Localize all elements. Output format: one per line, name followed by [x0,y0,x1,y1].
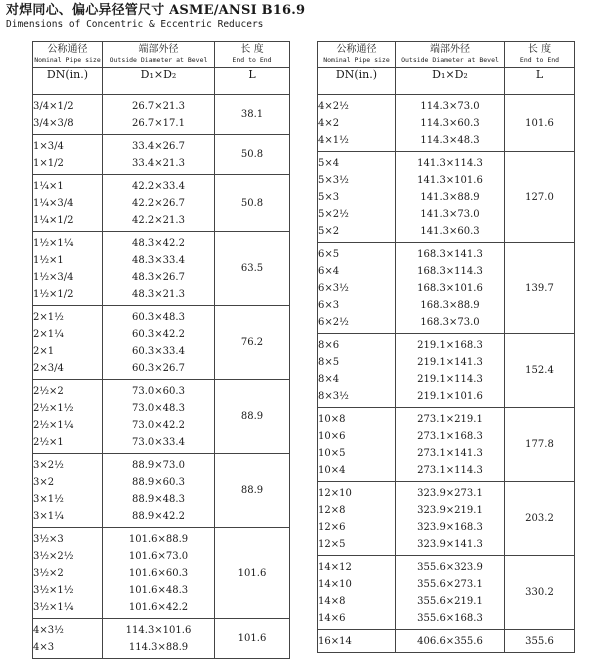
outside-diameter-cell [103,380,215,454]
table-row [318,152,575,243]
nominal-size-cell [33,135,103,175]
outside-diameter-value: 101.6×42.2 [128,601,189,613]
col-header-nominal-size: 公称通径 Nominal Pipe size DN(in.) [318,42,396,95]
outside-diameter-value: 73.0×33.4 [132,436,185,448]
outside-diameter-value: 323.9×168.3 [417,521,483,533]
outside-diameter-cell [103,135,215,175]
nominal-size-value: 1½×1/2 [33,288,74,300]
nominal-size-value: 8×5 [318,356,340,368]
end-to-end-length: 88.9 [215,380,290,454]
outside-diameter-value: 101.6×60.3 [128,567,189,579]
outside-diameter-value: 33.4×26.7 [132,140,185,152]
end-to-end-length: 63.5 [215,232,290,306]
outside-diameter-value: 101.6×73.0 [128,550,189,562]
nominal-size-value: 8×6 [318,339,340,351]
nominal-size-value: 2½×1 [33,436,64,448]
end-to-end-length: 50.8 [215,175,290,232]
nominal-size-cell [318,334,396,408]
table-row [33,232,290,306]
nominal-size-value: 2×1½ [33,311,64,323]
outside-diameter-value: 26.7×17.1 [132,117,185,129]
nominal-size-value: 1¼×1 [33,180,64,192]
nominal-size-value: 1×1/2 [33,157,64,169]
nominal-size-cell [318,482,396,556]
nominal-size-value: 10×4 [318,464,346,476]
nominal-size-value: 2×3/4 [33,362,64,374]
nominal-size-cell [33,454,103,528]
outside-diameter-value: 406.6×355.6 [417,635,483,647]
outside-diameter-cell [396,152,505,243]
outside-diameter-value: 141.3×60.3 [420,225,480,237]
table-row [318,556,575,630]
nominal-size-value: 8×3½ [318,390,349,402]
outside-diameter-cell [103,619,215,659]
outside-diameter-value: 168.3×141.3 [417,248,483,260]
nominal-size-value: 1¼×3/4 [33,197,74,209]
table-row [318,243,575,334]
outside-diameter-value: 88.9×73.0 [132,459,185,471]
nominal-size-value: 1½×1¼ [33,237,74,249]
end-to-end-length: 177.8 [505,408,575,482]
nominal-size-value: 12×10 [318,487,352,499]
outside-diameter-value: 323.9×141.3 [417,538,483,550]
outside-diameter-value: 88.9×60.3 [132,476,185,488]
nominal-size-value: 3/4×1/2 [33,100,74,112]
nominal-size-value: 10×6 [318,430,346,442]
outside-diameter-value: 168.3×101.6 [417,282,483,294]
outside-diameter-value: 42.2×26.7 [132,197,185,209]
outside-diameter-value: 141.3×114.3 [417,157,483,169]
table-row [33,135,290,175]
nominal-size-cell [33,528,103,619]
end-to-end-length: 76.2 [215,306,290,380]
nominal-size-value: 1½×1 [33,254,64,266]
nominal-size-cell [33,306,103,380]
nominal-size-value: 4×2½ [318,100,349,112]
end-to-end-length: 127.0 [505,152,575,243]
outside-diameter-value: 219.1×141.3 [417,356,483,368]
end-to-end-length: 203.2 [505,482,575,556]
table-row [318,630,575,653]
outside-diameter-cell [103,454,215,528]
nominal-size-value: 6×2½ [318,316,349,328]
outside-diameter-value: 168.3×73.0 [420,316,480,328]
document-subtitle: Dimensions of Concentric & Eccentric Reducers [6,19,264,30]
end-to-end-length: 139.7 [505,243,575,334]
outside-diameter-value: 168.3×114.3 [417,265,483,277]
outside-diameter-value: 273.1×114.3 [417,464,483,476]
outside-diameter-cell [103,306,215,380]
outside-diameter-value: 33.4×21.3 [132,157,185,169]
outside-diameter-value: 73.0×48.3 [132,402,185,414]
nominal-size-value: 4×3½ [33,624,64,636]
nominal-size-value: 3½×3 [33,533,64,545]
outside-diameter-value: 168.3×88.9 [420,299,480,311]
outside-diameter-value: 88.9×42.2 [132,510,185,522]
nominal-size-value: 5×2½ [318,208,349,220]
outside-diameter-value: 323.9×219.1 [417,504,483,516]
outside-diameter-value: 114.3×48.3 [420,134,480,146]
outside-diameter-cell [396,408,505,482]
outside-diameter-value: 323.9×273.1 [417,487,483,499]
nominal-size-cell [318,408,396,482]
outside-diameter-value: 355.6×219.1 [417,595,483,607]
end-to-end-length: 101.6 [505,95,575,152]
outside-diameter-cell [103,95,215,135]
outside-diameter-value: 219.1×114.3 [417,373,483,385]
nominal-size-value: 8×4 [318,373,340,385]
nominal-size-value: 1½×3/4 [33,271,74,283]
outside-diameter-value: 42.2×33.4 [132,180,185,192]
nominal-size-value: 2½×1½ [33,402,74,414]
nominal-size-cell [318,152,396,243]
col-header-outside-diameter: 端部外径 Outside Diameter at Bevel D₁×D₂ [103,42,215,95]
end-to-end-length: 101.6 [215,619,290,659]
nominal-size-value: 2½×1¼ [33,419,74,431]
outside-diameter-cell [396,482,505,556]
nominal-size-value: 12×5 [318,538,346,550]
outside-diameter-value: 48.3×42.2 [132,237,185,249]
nominal-size-value: 3×2 [33,476,55,488]
nominal-size-value: 3½×2 [33,567,64,579]
nominal-size-value: 10×8 [318,413,346,425]
outside-diameter-value: 48.3×26.7 [132,271,185,283]
table-row [33,306,290,380]
end-to-end-length: 330.2 [505,556,575,630]
table-row [33,454,290,528]
nominal-size-value: 12×8 [318,504,346,516]
nominal-size-cell [318,95,396,152]
nominal-size-value: 4×2 [318,117,340,129]
nominal-size-value: 3½×1½ [33,584,74,596]
nominal-size-value: 14×10 [318,578,352,590]
nominal-size-value: 3×1¼ [33,510,64,522]
end-to-end-length: 101.6 [215,528,290,619]
nominal-size-value: 5×2 [318,225,340,237]
document-title: 对焊同心、偏心异径管尺寸 ASME/ANSI B16.9 [6,3,306,18]
table-row [33,175,290,232]
nominal-size-cell [318,556,396,630]
nominal-size-value: 6×3 [318,299,340,311]
nominal-size-value: 3×1½ [33,493,64,505]
outside-diameter-cell [103,175,215,232]
outside-diameter-value: 141.3×88.9 [420,191,480,203]
outside-diameter-value: 60.3×26.7 [132,362,185,374]
outside-diameter-value: 141.3×101.6 [417,174,483,186]
outside-diameter-cell [103,232,215,306]
nominal-size-value: 5×4 [318,157,340,169]
nominal-size-value: 1×3/4 [33,140,64,152]
nominal-size-value: 6×3½ [318,282,349,294]
outside-diameter-cell [396,243,505,334]
outside-diameter-value: 219.1×101.6 [417,390,483,402]
outside-diameter-value: 26.7×21.3 [132,100,185,112]
outside-diameter-value: 101.6×88.9 [128,533,189,545]
nominal-size-value: 14×12 [318,561,352,573]
nominal-size-value: 2×1 [33,345,55,357]
outside-diameter-value: 114.3×88.9 [128,641,189,653]
outside-diameter-value: 141.3×73.0 [420,208,480,220]
outside-diameter-value: 114.3×60.3 [420,117,480,129]
outside-diameter-value: 273.1×141.3 [417,447,483,459]
nominal-size-value: 1¼×1/2 [33,214,74,226]
table-row [33,528,290,619]
nominal-size-value: 2½×2 [33,385,64,397]
nominal-size-value: 12×6 [318,521,346,533]
table-row [318,408,575,482]
outside-diameter-value: 355.6×168.3 [417,612,483,624]
outside-diameter-value: 355.6×273.1 [417,578,483,590]
outside-diameter-value: 73.0×42.2 [132,419,185,431]
outside-diameter-value: 273.1×168.3 [417,430,483,442]
nominal-size-cell [33,95,103,135]
outside-diameter-cell [396,630,505,653]
end-to-end-length: 38.1 [215,95,290,135]
col-header-end-to-end: 长 度 End to End L [215,42,290,95]
nominal-size-cell [33,232,103,306]
outside-diameter-value: 60.3×48.3 [132,311,185,323]
outside-diameter-value: 355.6×323.9 [417,561,483,573]
nominal-size-value: 2×1¼ [33,328,64,340]
nominal-size-value: 6×5 [318,248,340,260]
nominal-size-value: 10×5 [318,447,346,459]
nominal-size-value: 3½×1¼ [33,601,74,613]
nominal-size-value: 6×4 [318,265,340,277]
nominal-size-value: 14×6 [318,612,346,624]
outside-diameter-value: 114.3×101.6 [125,624,192,636]
outside-diameter-cell [396,334,505,408]
document-header [6,2,596,31]
outside-diameter-value: 114.3×73.0 [420,100,480,112]
outside-diameter-value: 219.1×168.3 [417,339,483,351]
nominal-size-value: 4×3 [33,641,55,653]
reducer-table-right [317,41,575,653]
nominal-size-value: 3/4×3/8 [33,117,74,129]
table-row [33,380,290,454]
col-header-end-to-end: 长 度 End to End L [505,42,575,95]
outside-diameter-value: 73.0×60.3 [132,385,185,397]
nominal-size-cell [33,380,103,454]
end-to-end-length: 88.9 [215,454,290,528]
nominal-size-value: 5×3½ [318,174,349,186]
nominal-size-cell [33,175,103,232]
end-to-end-length: 355.6 [505,630,575,653]
nominal-size-cell [318,243,396,334]
table-row [33,619,290,659]
outside-diameter-value: 48.3×33.4 [132,254,185,266]
outside-diameter-value: 60.3×33.4 [132,345,185,357]
nominal-size-value: 14×8 [318,595,346,607]
end-to-end-length: 152.4 [505,334,575,408]
nominal-size-cell [318,630,396,653]
outside-diameter-value: 60.3×42.2 [132,328,185,340]
end-to-end-length: 50.8 [215,135,290,175]
nominal-size-value: 4×1½ [318,134,349,146]
outside-diameter-value: 101.6×48.3 [128,584,189,596]
table-row [318,334,575,408]
outside-diameter-value: 88.9×48.3 [132,493,185,505]
col-header-nominal-size: 公称通径 Nominal Pipe size DN(in.) [33,42,103,95]
nominal-size-value: 3×2½ [33,459,64,471]
nominal-size-value: 16×14 [318,635,352,647]
outside-diameter-cell [103,528,215,619]
table-row [318,482,575,556]
nominal-size-value: 5×3 [318,191,340,203]
table-row [318,95,575,152]
outside-diameter-value: 48.3×21.3 [132,288,185,300]
outside-diameter-value: 42.2×21.3 [132,214,185,226]
nominal-size-value: 3½×2½ [33,550,74,562]
outside-diameter-value: 273.1×219.1 [417,413,483,425]
reducer-table-left [32,41,290,659]
outside-diameter-cell [396,95,505,152]
nominal-size-cell [33,619,103,659]
table-row [33,95,290,135]
outside-diameter-cell [396,556,505,630]
col-header-outside-diameter: 端部外径 Outside Diameter at Bevel D₁×D₂ [396,42,505,95]
